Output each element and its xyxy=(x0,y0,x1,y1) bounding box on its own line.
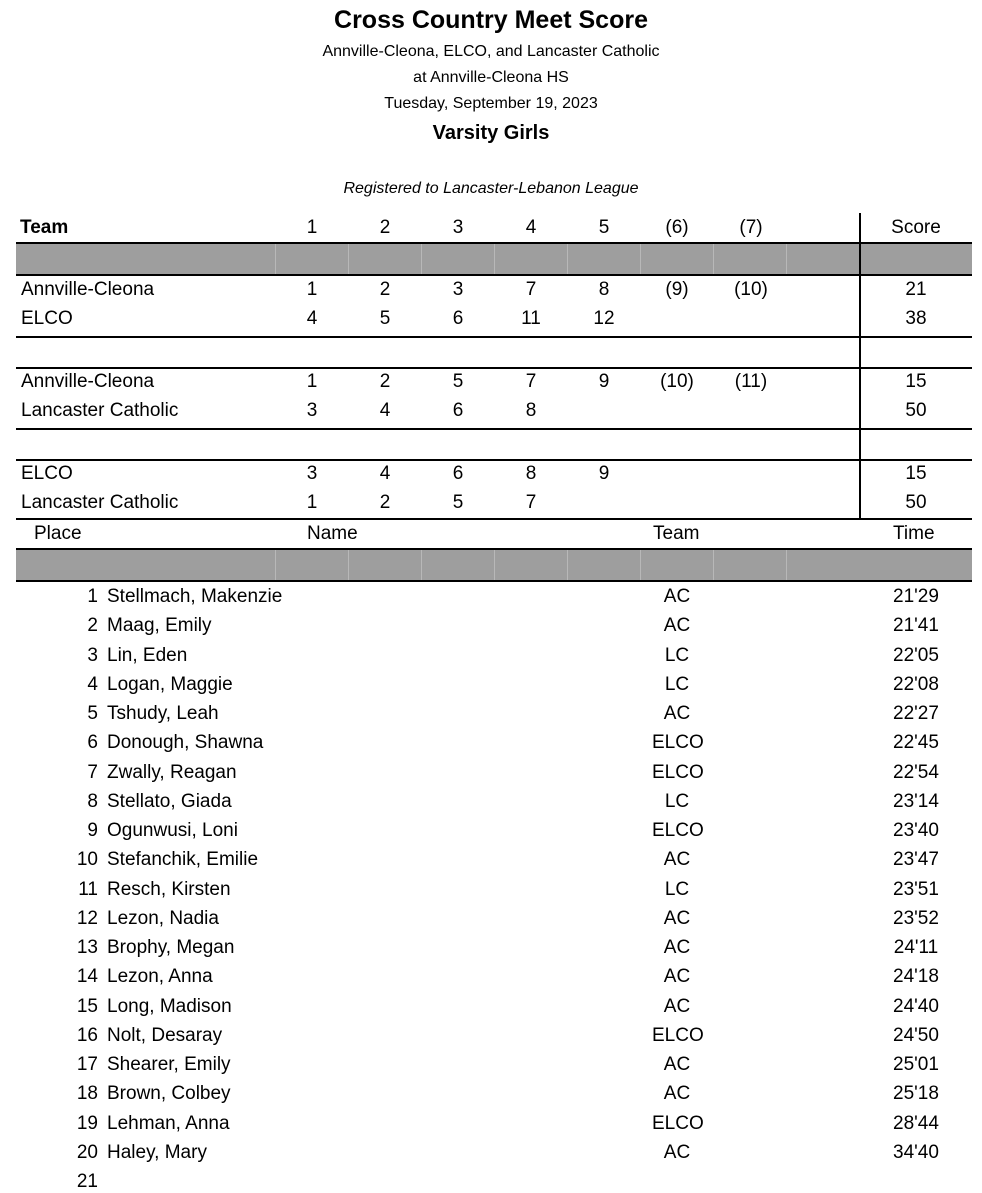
score-col-1: 1 xyxy=(306,217,318,238)
score-col-score: Score xyxy=(891,217,941,238)
score-header-band-sep xyxy=(567,244,568,274)
result-time: 25'01 xyxy=(893,1054,939,1075)
results-header-band-sep xyxy=(640,550,641,580)
score-header-band-bottom-line xyxy=(16,274,972,276)
result-place: 17 xyxy=(76,1054,98,1075)
meet-schools: Annville-Cleona, ELCO, and Lancaster Catholic xyxy=(322,43,660,60)
score-row-place: 6 xyxy=(452,400,464,421)
result-place: 18 xyxy=(76,1083,98,1105)
score-row-place: 12 xyxy=(593,308,615,329)
result-place: 12 xyxy=(76,907,98,929)
result-time: 24'11 xyxy=(893,937,939,958)
result-name: Stellato, Giada xyxy=(107,790,232,812)
matchup-separator-line xyxy=(16,336,972,338)
score-row-place: 5 xyxy=(452,371,464,392)
result-place: 16 xyxy=(76,1024,98,1046)
result-team: AC xyxy=(663,1083,691,1105)
result-name: Shearer, Emily xyxy=(107,1054,231,1075)
result-place: 6 xyxy=(87,732,98,754)
result-place: 1 xyxy=(87,586,98,607)
score-row-place: 7 xyxy=(525,371,537,392)
result-place: 7 xyxy=(87,761,98,783)
results-header-band-bottom-line xyxy=(16,580,972,582)
result-time: 34'40 xyxy=(893,1141,939,1163)
result-time: 24'50 xyxy=(893,1024,939,1046)
result-name: Logan, Maggie xyxy=(107,673,233,695)
score-row-place: 4 xyxy=(306,308,318,329)
result-name: Resch, Kirsten xyxy=(107,878,231,900)
result-name: Ogunwusi, Loni xyxy=(107,820,238,841)
score-row-place: 3 xyxy=(306,463,318,484)
score-row-place: 1 xyxy=(306,492,318,513)
result-time: 21'41 xyxy=(893,615,939,637)
result-name: Brophy, Megan xyxy=(107,937,235,958)
results-header-band-sep xyxy=(275,550,276,580)
result-team: AC xyxy=(663,995,691,1017)
results-col-place: Place xyxy=(34,523,82,544)
score-row-team: Annville-Cleona xyxy=(21,279,155,300)
score-row-place: (9) xyxy=(665,279,689,300)
result-name: Maag, Emily xyxy=(107,615,212,637)
results-header-band-sep xyxy=(567,550,568,580)
score-row-place: 2 xyxy=(379,279,391,300)
result-place: 20 xyxy=(76,1141,98,1163)
score-row-place: 3 xyxy=(306,400,318,421)
score-row-team: Lancaster Catholic xyxy=(21,400,179,421)
score-row-place: 11 xyxy=(521,308,541,329)
score-row-team: Lancaster Catholic xyxy=(21,492,179,513)
score-col-2: 2 xyxy=(379,217,391,238)
score-row-place: 8 xyxy=(598,279,610,300)
result-team: ELCO xyxy=(652,1112,704,1134)
score-row-place: 9 xyxy=(598,463,610,484)
score-row-score: 21 xyxy=(905,279,927,300)
matchup-separator-line xyxy=(16,459,972,461)
result-team: ELCO xyxy=(652,761,704,783)
score-row-score: 15 xyxy=(905,463,927,484)
result-place: 15 xyxy=(76,995,98,1017)
score-row-team: Annville-Cleona xyxy=(21,371,155,392)
result-team: AC xyxy=(663,1141,691,1163)
result-time: 23'52 xyxy=(893,907,939,929)
score-col-6: (6) xyxy=(665,217,689,238)
result-team: AC xyxy=(663,615,691,637)
result-team: ELCO xyxy=(652,1024,704,1046)
score-row-place: 5 xyxy=(452,492,464,513)
results-header-band-sep xyxy=(494,550,495,580)
result-team: AC xyxy=(663,1054,691,1075)
results-col-team: Team xyxy=(653,523,700,544)
score-row-team: ELCO xyxy=(21,308,73,329)
score-header-band-sep xyxy=(421,244,422,274)
score-row-place: 2 xyxy=(379,371,391,392)
score-table-bottom-line xyxy=(16,518,972,520)
results-col-name: Name xyxy=(307,523,358,544)
score-row-place: 5 xyxy=(379,308,391,329)
score-row-place: 8 xyxy=(525,400,537,421)
result-time: 22'45 xyxy=(893,732,939,754)
score-row-place: 7 xyxy=(525,279,537,300)
score-row-place: 4 xyxy=(379,400,391,421)
division-title: Varsity Girls xyxy=(432,122,550,144)
result-time: 24'18 xyxy=(893,966,939,988)
score-row-place: (10) xyxy=(734,279,768,300)
score-row-score: 38 xyxy=(905,308,927,329)
score-col-7: (7) xyxy=(739,217,763,238)
result-team: AC xyxy=(663,849,691,871)
result-name: Tshudy, Leah xyxy=(107,703,219,724)
result-place: 5 xyxy=(87,703,98,724)
result-name: Brown, Colbey xyxy=(107,1083,231,1105)
result-team: LC xyxy=(664,673,690,695)
score-row-place: (11) xyxy=(734,371,768,392)
score-header-band-sep xyxy=(640,244,641,274)
result-name: Long, Madison xyxy=(107,995,232,1017)
results-header-band-sep xyxy=(713,550,714,580)
result-place: 3 xyxy=(87,644,98,666)
result-name: Zwally, Reagan xyxy=(107,761,237,783)
result-name: Haley, Mary xyxy=(107,1141,207,1163)
result-time: 22'27 xyxy=(893,703,939,724)
result-time: 25'18 xyxy=(893,1083,939,1105)
result-time: 24'40 xyxy=(893,995,939,1017)
result-team: LC xyxy=(664,878,690,900)
result-name: Lezon, Anna xyxy=(107,966,213,988)
result-place: 11 xyxy=(78,878,98,900)
result-place: 21 xyxy=(76,1171,98,1192)
score-row-place: 1 xyxy=(306,371,318,392)
score-row-score: 15 xyxy=(905,371,927,392)
result-name: Donough, Shawna xyxy=(107,732,264,754)
result-place: 8 xyxy=(87,790,98,812)
result-name: Lin, Eden xyxy=(107,644,188,666)
result-time: 22'54 xyxy=(893,761,939,783)
matchup-separator-line xyxy=(16,428,972,430)
score-col-5: 5 xyxy=(598,217,610,238)
result-time: 23'40 xyxy=(893,820,939,841)
score-row-score: 50 xyxy=(905,492,927,513)
results-col-time: Time xyxy=(893,523,935,544)
result-place: 13 xyxy=(76,937,98,958)
score-row-place: 1 xyxy=(306,279,318,300)
results-header-band-sep xyxy=(786,550,787,580)
score-header-band-sep xyxy=(348,244,349,274)
results-header-band-sep xyxy=(421,550,422,580)
result-time: 23'14 xyxy=(893,790,939,812)
score-col-team: Team xyxy=(20,217,69,238)
page-title: Cross Country Meet Score xyxy=(334,6,648,34)
score-row-place: 2 xyxy=(379,492,391,513)
score-row-place: 6 xyxy=(452,463,464,484)
result-place: 14 xyxy=(76,966,98,988)
score-header-band-sep xyxy=(713,244,714,274)
score-row-score: 50 xyxy=(905,400,927,421)
league-note: Registered to Lancaster-Lebanon League xyxy=(343,180,639,197)
score-row-place: 3 xyxy=(452,279,464,300)
result-place: 4 xyxy=(87,673,98,695)
result-time: 21'29 xyxy=(893,586,939,607)
score-row-place: 7 xyxy=(525,492,537,513)
score-header-band-sep xyxy=(786,244,787,274)
result-team: AC xyxy=(663,907,691,929)
results-header-band-sep xyxy=(348,550,349,580)
result-team: LC xyxy=(664,644,690,666)
result-team: AC xyxy=(663,586,691,607)
result-name: Stefanchik, Emilie xyxy=(107,849,259,871)
result-team: AC xyxy=(663,703,691,724)
meet-location: at Annville-Cleona HS xyxy=(413,69,569,86)
result-team: ELCO xyxy=(652,732,704,754)
result-name: Nolt, Desaray xyxy=(107,1024,223,1046)
score-header-band-sep xyxy=(275,244,276,274)
result-time: 22'08 xyxy=(893,673,939,695)
score-row-place: (10) xyxy=(660,371,694,392)
result-place: 19 xyxy=(76,1112,98,1134)
result-name: Lezon, Nadia xyxy=(107,907,219,929)
score-row-place: 4 xyxy=(379,463,391,484)
result-place: 10 xyxy=(76,849,98,871)
score-row-place: 8 xyxy=(525,463,537,484)
score-row-team: ELCO xyxy=(21,463,73,484)
result-time: 28'44 xyxy=(893,1112,939,1134)
score-row-place: 6 xyxy=(452,308,464,329)
matchup-separator-line xyxy=(16,367,972,369)
result-time: 22'05 xyxy=(893,644,939,666)
result-time: 23'51 xyxy=(893,878,939,900)
score-col-4: 4 xyxy=(525,217,537,238)
score-column-divider xyxy=(859,213,861,519)
score-header-band-sep xyxy=(494,244,495,274)
result-team: AC xyxy=(663,966,691,988)
result-team: AC xyxy=(663,937,691,958)
score-row-place: 9 xyxy=(598,371,610,392)
result-time: 23'47 xyxy=(893,849,939,871)
result-place: 9 xyxy=(87,820,98,841)
result-team: LC xyxy=(664,790,690,812)
result-name: Stellmach, Makenzie xyxy=(107,586,283,607)
meet-date: Tuesday, September 19, 2023 xyxy=(384,95,598,112)
result-name: Lehman, Anna xyxy=(107,1112,230,1134)
score-col-3: 3 xyxy=(452,217,464,238)
result-place: 2 xyxy=(87,615,98,637)
result-team: ELCO xyxy=(652,820,704,841)
